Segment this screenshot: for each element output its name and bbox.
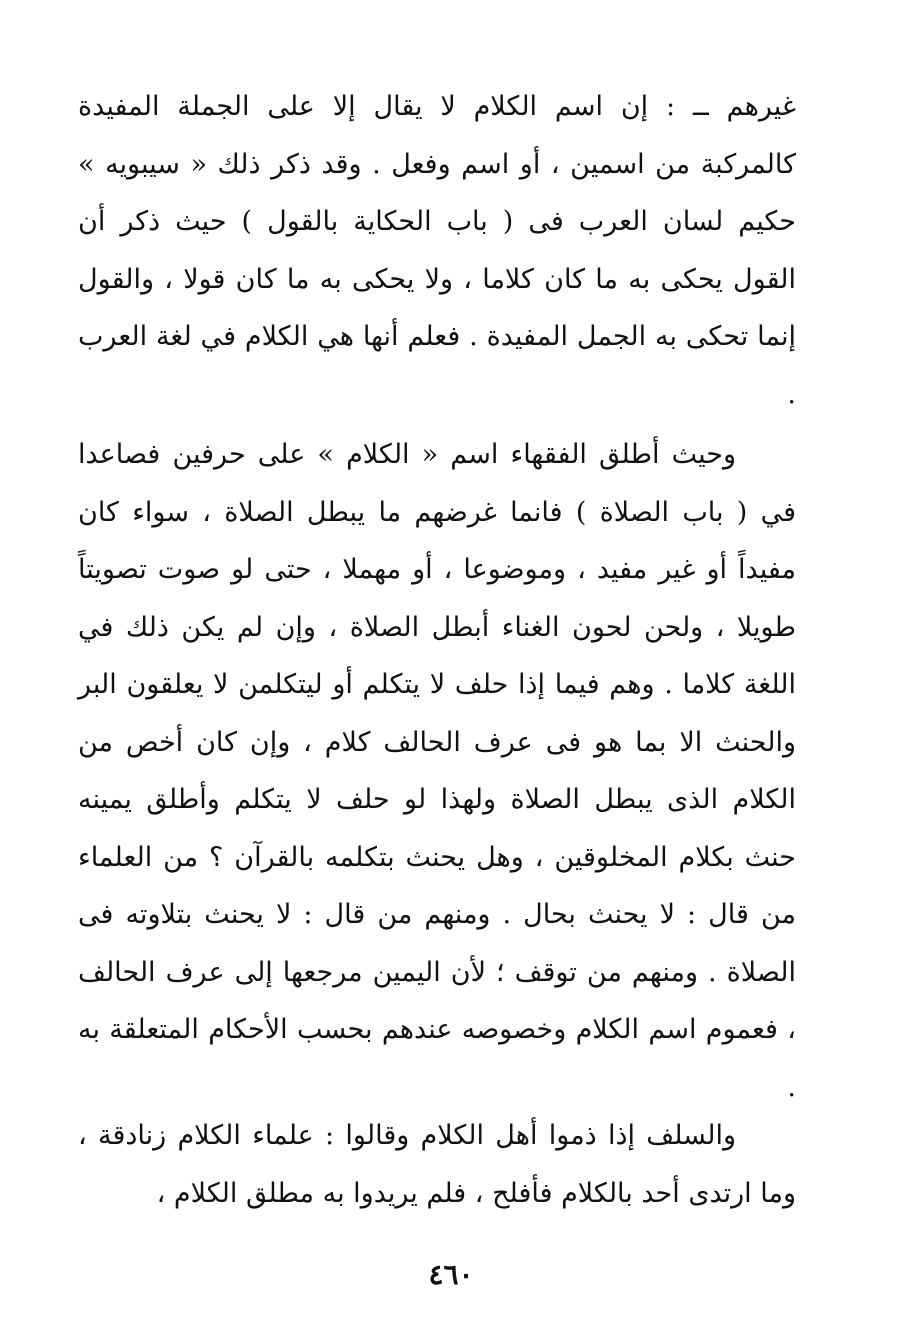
paragraph-2: وحيث أطلق الفقهاء اسم « الكلام » على حرفين فصاعدا في ( باب الصلاة ) فانما غرضهم ما يبطل الصلاة ، سواء كان مفيداً أو غير مفيد ، وموضوعا ، أو مهملا ، حتى لو صوت تصويتاً طويلا ، ولحن لحون الغناء أبطل الصلاة ، وإن لم يكن ذلك في اللغة كلاما . وهم فيما إذا حلف لا يتكلم أو ليتكلمن لا يعلقون البر والحنث الا بما هو فى عرف الحالف كلام ، وإن كان أخص من الكلام الذى يبطل الصلاة ولهذا لو حلف لا يتكلم وأطلق يمينه حنث بكلام المخلوقين ، وهل يحنث بتكلمه بالقرآن ؟ من العلماء من قال : لا يحنث بحال . ومنهم من قال : لا يحنث بتلاوته فى الصلاة . ومنهم من توقف ؛ لأن اليمين مرجعها إلى عرف الحالف ، فعموم اسم الكلام وخصوصه عندهم بحسب الأحكام المتعلقة به .	[78, 439, 796, 1103]
page-number: ٤٦٠	[428, 1258, 474, 1291]
paragraph-3: والسلف إذا ذموا أهل الكلام وقالوا : علماء الكلام زنادقة ، وما ارتدى أحد بالكلام فأفلح ، فلم يريدوا به مطلق الكلام ،	[78, 1120, 796, 1209]
paragraph-1: غيرهم ــ : إن اسم الكلام لا يقال إلا على الجملة المفيدة كالمركبة من اسمين ، أو اسم وفعل . وقد ذكر ذلك « سيبويه » حكيم لسان العرب فى ( باب الحكاية بالقول ) حيث ذكر أن القول يحكى به ما كان كلاما ، ولا يحكى به ما كان قولا ، والقول إنما تحكى به الجمل المفيدة . فعلم أنها هي الكلام في لغة العرب .	[78, 91, 796, 410]
